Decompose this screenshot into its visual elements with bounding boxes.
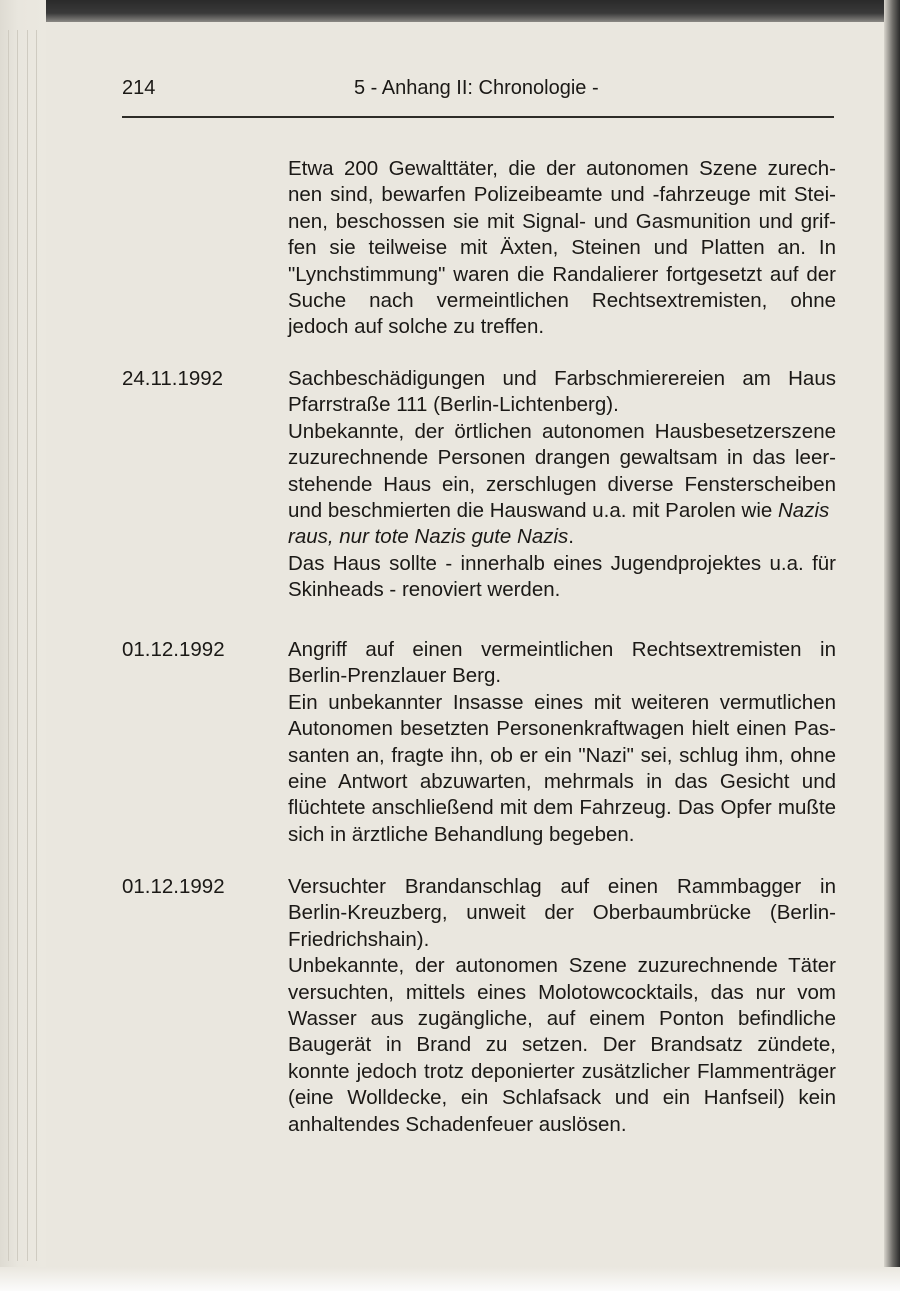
- text-line: zuzurechnende Personen drangen gewaltsam in das leer-: [288, 446, 836, 470]
- text-line: flüchtete anschließend mit dem Fahrzeug. Das Opfer mußte: [288, 796, 836, 820]
- scan-bottom-margin: [0, 1267, 900, 1291]
- entry-date: 01.12.1992: [122, 638, 225, 661]
- text-line: Angriff auf einen vermeintlichen Rechtsextremisten in: [288, 638, 836, 661]
- text-line: Suche nach vermeintlichen Rechtsextremisten, ohne: [288, 289, 836, 313]
- italic-text: raus, nur tote Nazis gute Nazis: [288, 525, 569, 549]
- page-header: [122, 76, 834, 112]
- text-line: (eine Wolldecke, ein Schlafsack und ein Hanfseil) kein: [288, 1086, 836, 1110]
- text-line: stehende Haus ein, zerschlugen diverse Fensterscheiben: [288, 472, 836, 496]
- text-span: .: [568, 525, 574, 549]
- text-line: Versuchter Brandanschlag auf einen Rammbagger in: [288, 875, 836, 898]
- text-line: Pfarrstraße 111 (Berlin-Lichtenberg).: [288, 393, 619, 417]
- header-rule: [122, 116, 834, 118]
- text-line: sich in ärztliche Behandlung begeben.: [288, 822, 635, 846]
- text-line: "Lynchstimmung" waren die Randalierer fortgesetzt auf der: [288, 262, 836, 286]
- text-line: nen, beschossen sie mit Signal- und Gasmunition und grif-: [288, 209, 836, 233]
- text-line: fen sie teilweise mit Äxten, Steinen und Platten an. In: [288, 236, 836, 260]
- text-line: Friedrichshain).: [288, 927, 430, 951]
- text-line: nen sind, bewarfen Polizeibeamte und -fahrzeuge mit Stei-: [288, 183, 836, 207]
- scan-left-page-edges: [0, 0, 46, 1291]
- text-line: [288, 524, 836, 550]
- text-line: Berlin-Kreuzberg, unweit der Oberbaumbrücke (Berlin-: [288, 901, 836, 925]
- text-line: Ein unbekannter Insasse eines mit weiteren vermutlichen: [288, 690, 836, 714]
- text-line: santen an, fragte ihn, ob er ein "Nazi" sei, schlug ihm, ohne: [288, 743, 836, 767]
- text-line: [288, 498, 836, 524]
- text-line: Sachbeschädigungen und Farbschmierereien am Haus: [288, 367, 836, 390]
- text-line: Unbekannte, der autonomen Szene zuzurechnende Täter: [288, 954, 836, 978]
- text-line: konnte jedoch trotz deponierter zusätzlicher Flammenträger: [288, 1059, 836, 1083]
- entry-date: 01.12.1992: [122, 875, 225, 898]
- entry-date: 24.11.1992: [122, 367, 224, 390]
- text-line: Berlin-Prenzlauer Berg.: [288, 664, 502, 688]
- scan-right-shadow: [884, 0, 900, 1291]
- entry-body: [288, 637, 836, 848]
- text-line: Unbekannte, der örtlichen autonomen Hausbesetzerszene: [288, 419, 836, 443]
- text-line: Skinheads - renoviert werden.: [288, 578, 561, 602]
- page-number: 214: [122, 77, 156, 99]
- text-line: Das Haus sollte - innerhalb eines Jugendprojektes u.a. für: [288, 551, 836, 575]
- text-span: und beschmierten die Hauswand u.a. mit Parolen wie: [288, 499, 778, 523]
- intro-paragraph: [288, 156, 836, 341]
- italic-text: Nazis: [778, 499, 830, 523]
- running-head: 5 - Anhang II: Chronologie -: [354, 77, 599, 99]
- text-line: Baugerät in Brand zu setzen. Der Brandsatz zündete,: [288, 1033, 836, 1057]
- entry-body: [288, 366, 836, 604]
- text-line: Wasser aus zugängliche, auf einem Ponton befindliche: [288, 1007, 836, 1031]
- text-line: jedoch auf solche zu treffen.: [288, 315, 545, 339]
- text-line: Etwa 200 Gewalttäter, die der autonomen Szene zurech-: [288, 157, 836, 180]
- text-line: anhaltendes Schadenfeuer auslösen.: [288, 1112, 627, 1136]
- text-line: eine Antwort abzuwarten, mehrmals in das Gesicht und: [288, 770, 836, 794]
- text-line: Autonomen besetzten Personenkraftwagen hielt einen Pas-: [288, 717, 836, 741]
- entry-body: [288, 874, 836, 1138]
- scan-top-shadow: [0, 0, 900, 22]
- text-line: versuchten, mittels eines Molotowcocktails, das nur vom: [288, 980, 836, 1004]
